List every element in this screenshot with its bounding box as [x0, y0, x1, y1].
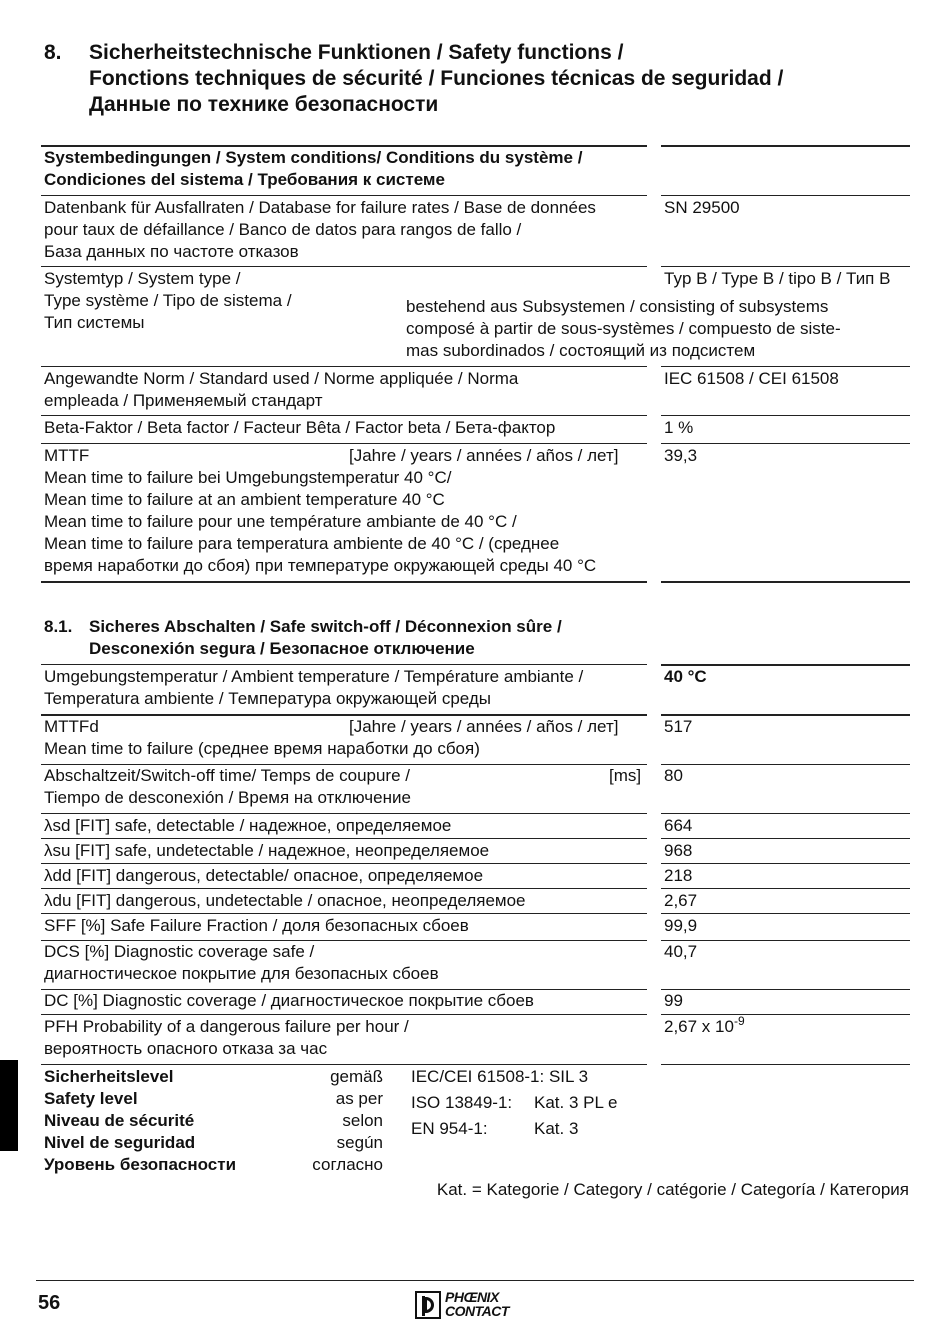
footer-rule	[36, 1280, 914, 1281]
lambda-dd-value: 218	[664, 866, 693, 885]
row-divider	[661, 989, 910, 990]
row-divider	[661, 266, 910, 267]
safety-level-according: gemäß as per selon según согласно	[312, 1067, 383, 1174]
row-divider	[41, 1014, 647, 1015]
row-divider	[41, 415, 647, 416]
mttf-description: Mean time to failure bei Umgebungstemperatur 40 °C/ Mean time to failure at an ambient temperature 40 °C Mean time to failure pour une température ambiante de 40 °C / Mean time to failure para temperatura ambiente de 40 °C / (среднее время наработки до сбоя) при температуре окружающей среды 40 °C	[44, 468, 597, 575]
row-divider	[41, 913, 647, 914]
row-divider	[661, 714, 910, 716]
table-bottom-rule	[661, 581, 910, 583]
standard-en: EN 954-1:	[411, 1119, 488, 1138]
lambda-sd-value: 664	[664, 816, 693, 835]
standard-label: Angewandte Norm / Standard used / Norme appliquée / Norma empleada / Применяемый стандарт	[44, 369, 519, 410]
row-divider	[661, 888, 910, 889]
safety-level-labels: Sicherheitslevel Safety level Niveau de sécurité Nivel de seguridad Уровень безопасности	[44, 1067, 237, 1174]
mttf-label: MTTF	[44, 446, 90, 465]
system-type-label: Systemtyp / System type / Type système / Tipo de sistema / Тип системы	[44, 269, 292, 332]
sff-value: 99,9	[664, 916, 698, 935]
section-number: 8.	[44, 41, 62, 64]
system-conditions-header: Systembedingungen / System conditions/ Conditions du système / Condiciones del sistema / Требования к системе	[44, 148, 583, 189]
row-divider	[41, 838, 647, 839]
row-divider	[661, 813, 910, 814]
row-divider	[661, 838, 910, 839]
mttfd-label: MTTFd	[44, 717, 99, 736]
switch-off-time-value: 80	[664, 766, 683, 785]
row-divider	[41, 888, 647, 889]
row-divider	[661, 1064, 910, 1065]
row-divider	[661, 764, 910, 765]
row-divider	[41, 664, 647, 665]
row-divider	[41, 863, 647, 864]
database-value: SN 29500	[664, 198, 740, 217]
category-footnote: Kat. = Kategorie / Category / catégorie / Categoría / Категория	[436, 1180, 909, 1199]
dcs-label: DCS [%] Diagnostic coverage safe / диагностическое покрытие для безопасных сбоев	[44, 942, 439, 983]
dc-label: DC [%] Diagnostic coverage / диагностическое покрытие сбоев	[44, 991, 534, 1010]
lambda-du-label: λdu [FIT] dangerous, undetectable / опасное, неопределяемое	[44, 891, 526, 910]
pfh-mantissa: 2,67 x 10	[664, 1017, 734, 1036]
mttfd-unit: [Jahre / years / années / años / лет]	[349, 717, 619, 736]
row-divider	[41, 266, 647, 267]
dc-value: 99	[664, 991, 683, 1010]
lambda-su-label: λsu [FIT] safe, undetectable / надежное, неопределяемое	[44, 841, 490, 860]
row-divider	[41, 813, 647, 814]
logo-wordmark: PHŒNIX CONTACT	[445, 1289, 509, 1319]
ambient-temperature-value: 40 °C	[664, 667, 707, 686]
system-type-note: bestehend aus Subsystemen / consisting of subsystems composé à partir de sous-systèmes / compuesto de siste- mas subordinados / состоящий из подсистем	[406, 297, 841, 360]
lambda-du-value: 2,67	[664, 891, 698, 910]
row-divider	[661, 415, 910, 416]
standard-value: IEC 61508 / CEI 61508	[664, 369, 839, 388]
row-divider	[661, 863, 910, 864]
table-bottom-rule	[41, 581, 647, 583]
system-type-value: Typ B / Type B / tipo B / Тип B	[664, 269, 891, 288]
sff-label: SFF [%] Safe Failure Fraction / доля безопасных сбоев	[44, 916, 469, 935]
mttfd-value: 517	[664, 717, 693, 736]
mttf-value: 39,3	[664, 446, 698, 465]
lambda-sd-label: λsd [FIT] safe, detectable / надежное, определяемое	[44, 816, 452, 835]
switch-off-time-unit: [ms]	[609, 766, 642, 785]
beta-label: Beta-Faktor / Beta factor / Facteur Bêta / Factor beta / Бета-фактор	[44, 418, 556, 437]
pfh-exponent: -9	[733, 1014, 745, 1028]
logo-mark-icon	[415, 1291, 441, 1319]
subsection-number: 8.1.	[44, 617, 73, 636]
standard-iso: ISO 13849-1:	[411, 1093, 513, 1112]
switch-off-time-label: Abschaltzeit/Switch-off time/ Temps de coupure / Tiempo de desconexión / Время на отключение	[44, 766, 411, 807]
pfh-label: PFH Probability of a dangerous failure per hour / вероятность опасного отказа за час	[44, 1017, 409, 1058]
lambda-su-value: 968	[664, 841, 693, 860]
row-divider	[661, 443, 910, 444]
phoenix-contact-logo	[415, 1290, 535, 1322]
subsection-title: Sicheres Abschalten / Safe switch-off / Déconnexion sûre / Desconexión segura / Безопасное отключение	[89, 617, 562, 658]
row-divider	[661, 195, 910, 196]
row-divider	[661, 1014, 910, 1015]
chapter-side-tab	[0, 1060, 18, 1151]
row-divider	[661, 913, 910, 914]
row-divider	[661, 366, 910, 367]
table-top-rule-right	[661, 145, 910, 147]
lambda-dd-label: λdd [FIT] dangerous, detectable/ опасное, определяемое	[44, 866, 484, 885]
standard-iec: IEC/CEI 61508-1: SIL 3	[411, 1067, 589, 1086]
row-divider	[41, 195, 647, 196]
mttf-unit: [Jahre / years / années / años / лет]	[349, 446, 619, 465]
pfh-value	[664, 1016, 745, 1038]
section-title: Sicherheitstechnische Funktionen / Safety functions / Fonctions techniques de sécurité / Funciones técnicas de seguridad / Данные по технике безопасности	[89, 41, 784, 116]
ambient-temperature-label: Umgebungstemperatur / Ambient temperature / Température ambiante / Temperatura ambiente / Температура окружающей среды	[44, 667, 584, 708]
database-label: Datenbank für Ausfallraten / Database for failure rates / Base de données pour taux de défaillance / Banco de datos para rangos de fallo / База данных по частоте отказов	[44, 198, 596, 261]
mttfd-description: Mean time to failure (среднее время наработки до сбоя)	[44, 739, 480, 758]
beta-value: 1 %	[664, 418, 694, 437]
row-divider	[661, 940, 910, 941]
standard-iso-value: Kat. 3 PL e	[534, 1093, 618, 1112]
standard-en-value: Kat. 3	[534, 1119, 579, 1138]
row-divider	[41, 1064, 647, 1065]
dcs-value: 40,7	[664, 942, 698, 961]
page-number: 56	[38, 1292, 61, 1314]
row-divider	[41, 443, 647, 444]
row-divider	[41, 366, 647, 367]
